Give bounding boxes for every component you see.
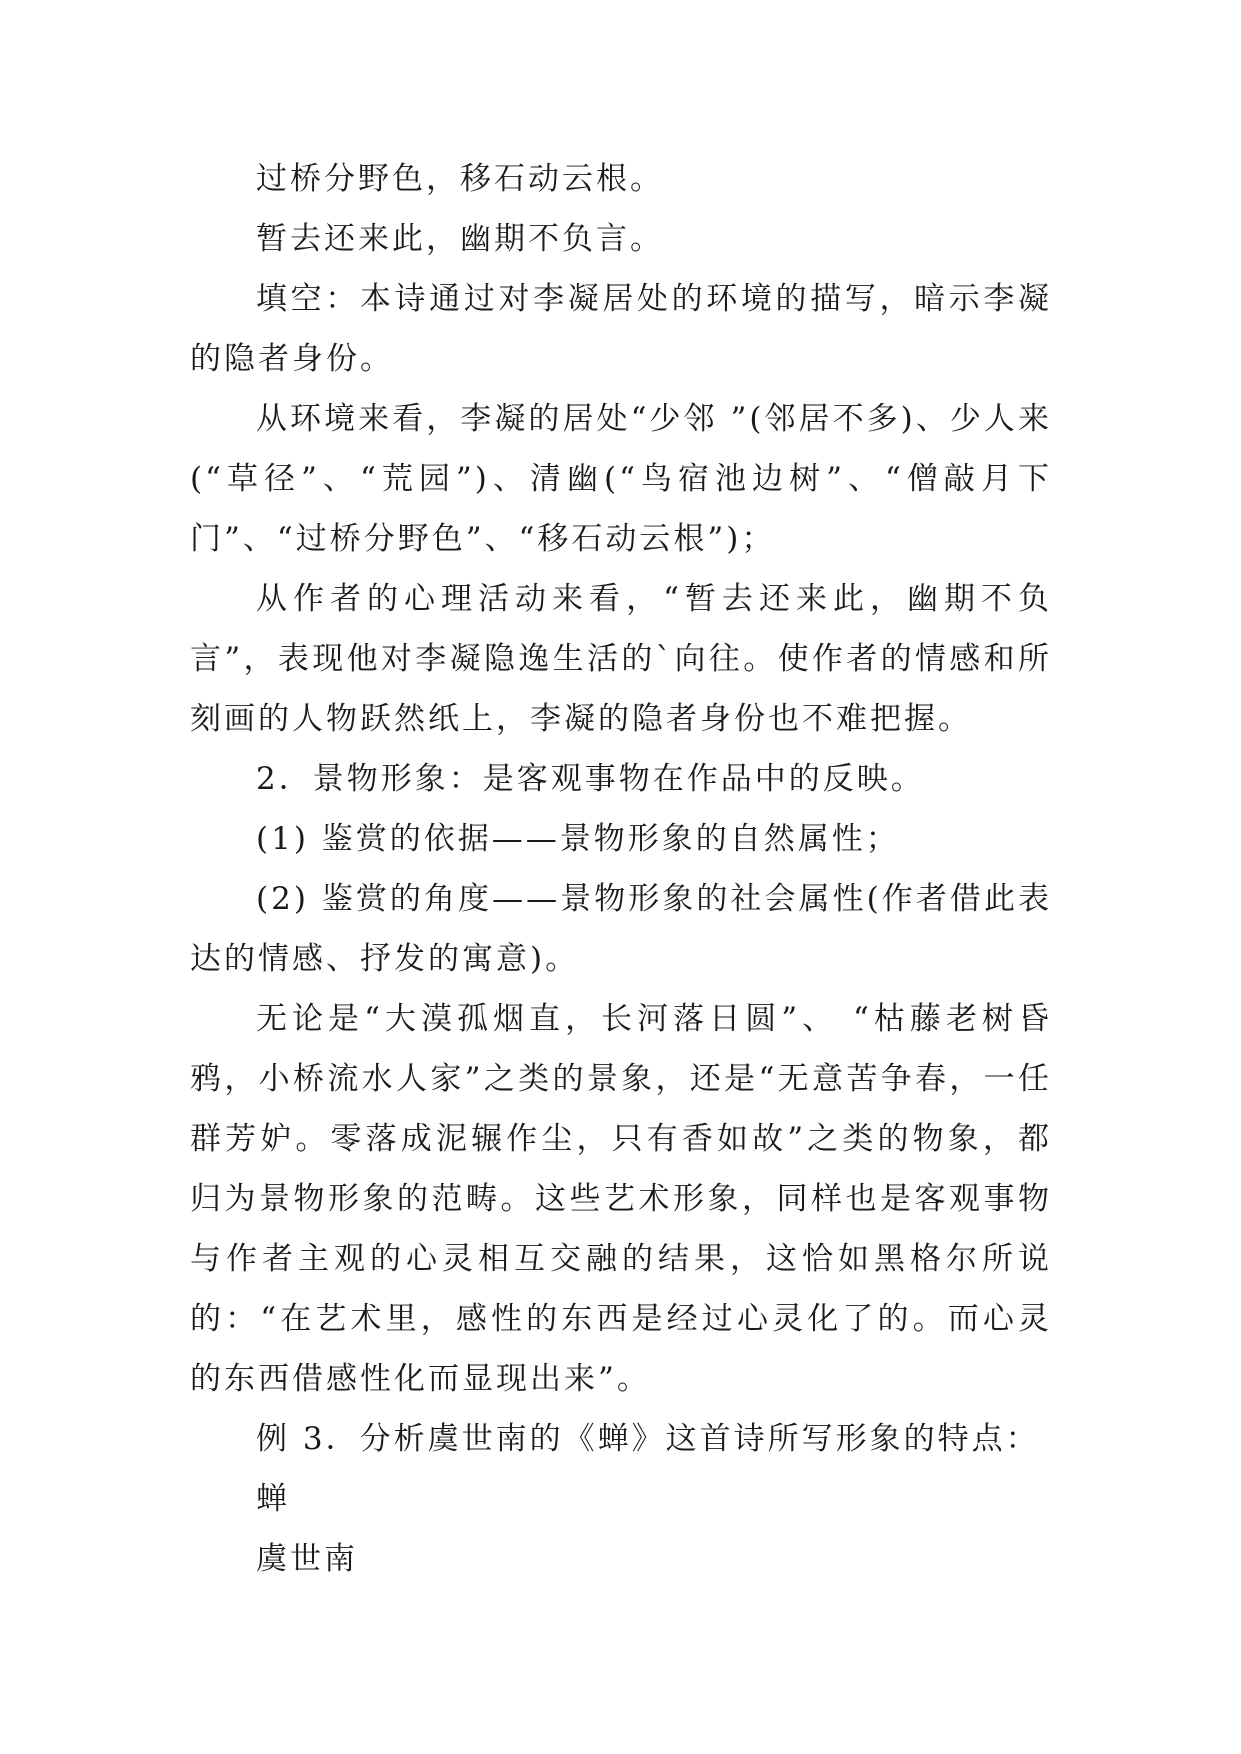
author-psychology-paragraph: 从作者的心理活动来看，“暂去还来此，幽期不负言”，表现他对李凝隐逸生活的`向往。使作者的情感和所刻画的人物跃然纸上，李凝的隐者身份也不难把握。 bbox=[190, 581, 1052, 737]
scenery-discussion-paragraph: 无论是“大漠孤烟直，长河落日圆”、 “枯藤老树昏鸦，小桥流水人家”之类的景象，还是“无意苦争春，一任群芳妒。零落成泥辗作尘，只有香如故”之类的物象，都归为景物形象的范畴。这些艺术形象，同样也是客观事物与作者主观的心灵相互交融的结果，这恰如黑格尔所说的：“在艺术里，感性的东西是经过心灵化了的。而心灵的东西借感性化而显现出来”。 bbox=[190, 1001, 1052, 1397]
scenery-image-heading: 2．景物形象：是客观事物在作品中的反映。 bbox=[256, 761, 925, 797]
poem-line-1: 过桥分野色，移石动云根。 bbox=[256, 161, 664, 197]
poem-author: 虞世南 bbox=[256, 1541, 358, 1577]
poem-title: 蝉 bbox=[256, 1481, 290, 1517]
environment-analysis-paragraph: 从环境来看，李凝的居处“少邻 ”(邻居不多)、少人来(“草径”、“荒园”)、清幽(“鸟宿池边树”、“僧敲月下门”、“过桥分野色”、“移石动云根”)； bbox=[190, 401, 1052, 557]
appreciation-angle-item: (2) 鉴赏的角度——景物形象的社会属性(作者借此表达的情感、抒发的寓意)。 bbox=[190, 881, 1052, 977]
appreciation-basis-item: (1) 鉴赏的依据——景物形象的自然属性； bbox=[256, 821, 900, 857]
example-3-heading: 例 3．分析虞世南的《蝉》这首诗所写形象的特点： bbox=[256, 1421, 1040, 1457]
fill-in-paragraph: 填空：本诗通过对李凝居处的环境的描写，暗示李凝的隐者身份。 bbox=[190, 281, 1052, 377]
poem-line-2: 暂去还来此，幽期不负言。 bbox=[256, 221, 664, 257]
